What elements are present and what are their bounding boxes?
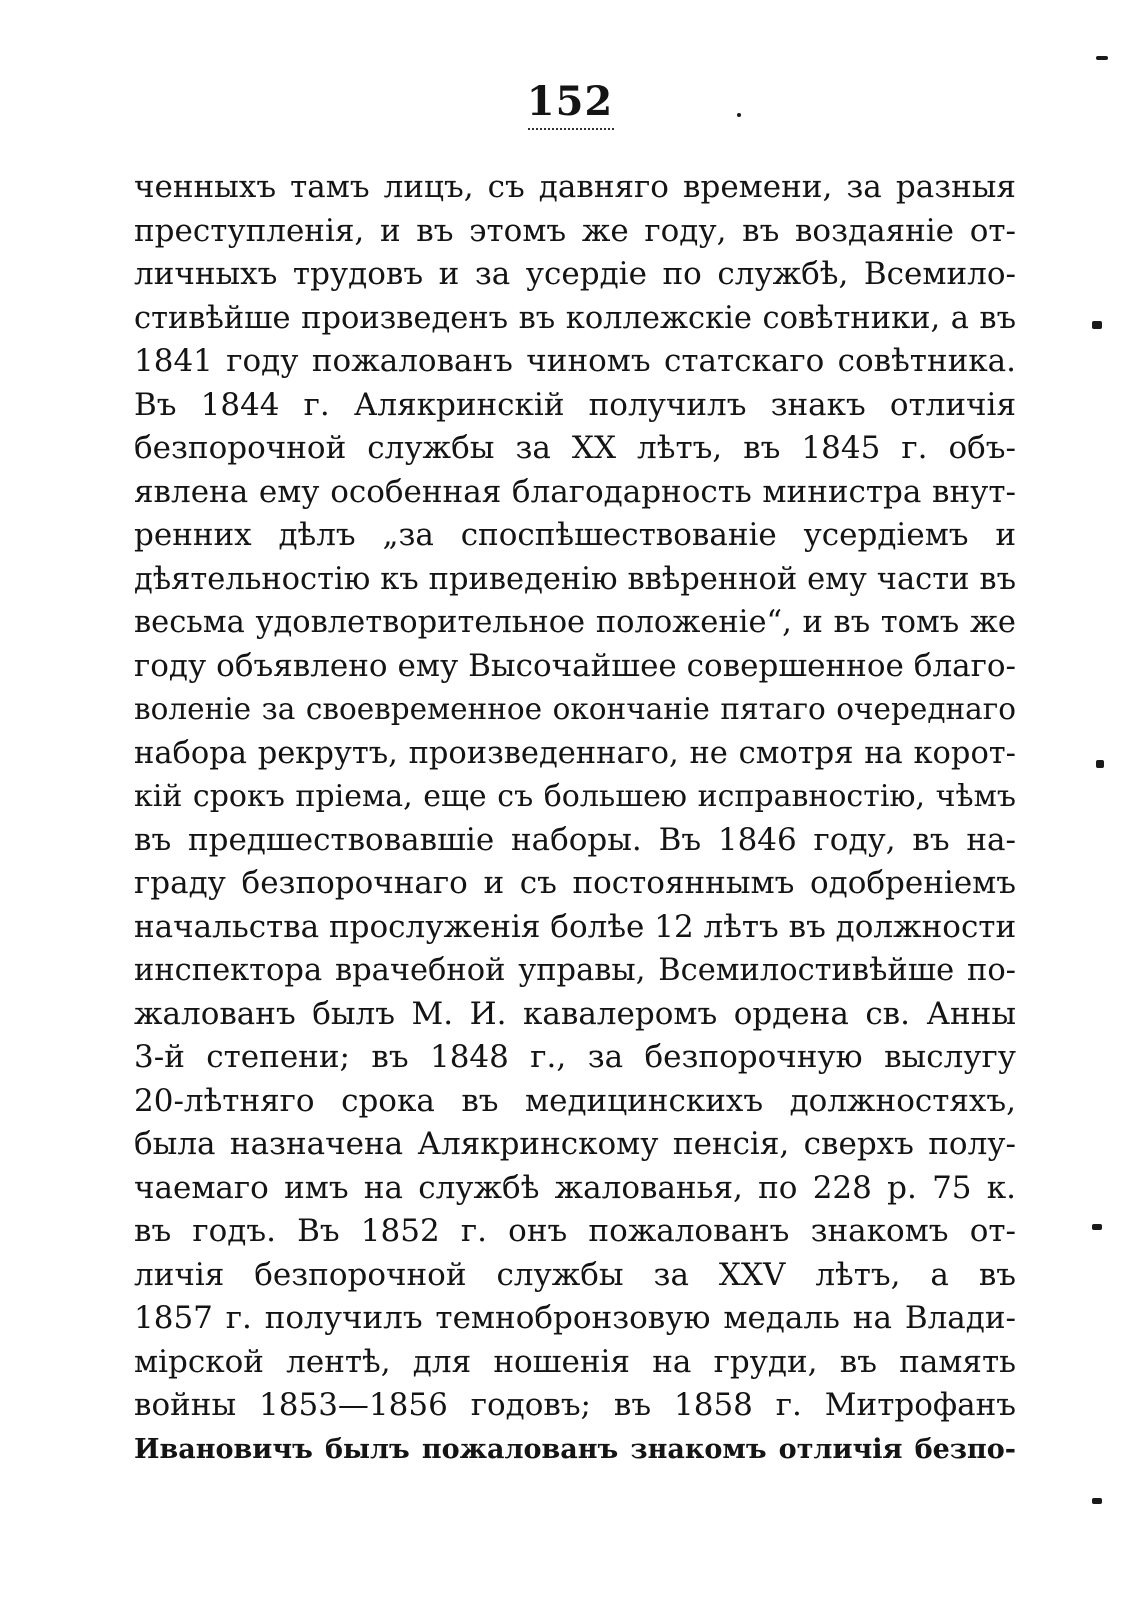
margin-speck [737, 113, 741, 117]
text-line: граду безпорочнаго и съ постояннымъ одобреніемъ [134, 865, 1016, 901]
text-line: Въ 1844 г. Алякринскій получилъ знакъ отличія [134, 386, 1016, 423]
text-line: въ годъ. Въ 1852 г. онъ пожалованъ знакомъ от- [134, 1213, 1016, 1249]
page-number: 152 [526, 78, 614, 125]
text-line: явлена ему особенная благодарность министра внут- [134, 473, 1016, 510]
text-line: мірской лентѣ, для ношенія на груди, въ память [134, 1343, 1016, 1380]
text-line: воленіе за своевременное окончаніе пятаго очереднаго [134, 692, 1016, 726]
text-line: кій срокъ пріема, еще съ большею исправностію, чѣмъ [134, 779, 1016, 814]
text-line: преступленія, и въ этомъ же году, въ воздаяніе от- [134, 212, 1016, 249]
text-line: Ивановичъ былъ пожалованъ знакомъ отличія безпо- [134, 1433, 1016, 1465]
text-line: дѣятельностію къ приведенію ввѣренной ему части въ [134, 561, 1016, 597]
text-line: 20-лѣтняго срока въ медицинскихъ должностяхъ, [134, 1082, 1016, 1119]
text-line: личія безпорочной службы за XXV лѣтъ, а въ [134, 1256, 1016, 1293]
text-line: ренних дѣлъ „за споспѣшествованіе усердіемъ и [134, 517, 1016, 553]
margin-speck [1092, 1224, 1102, 1230]
margin-speck [1096, 56, 1108, 60]
text-line: 1841 году пожалованъ чиномъ статскаго совѣтника. [134, 343, 1016, 379]
text-line: безпорочной службы за XX лѣтъ, въ 1845 г. объ- [134, 430, 1016, 466]
margin-speck [1092, 321, 1102, 329]
text-line: начальства прослуженія болѣе 12 лѣтъ въ должности [134, 908, 1017, 945]
text-line: 1857 г. получилъ темнобронзовую медаль на Влади- [134, 1300, 1016, 1336]
text-line: инспектора врачебной управы, Всемилостивѣйше по- [134, 953, 1016, 988]
text-line: жалованъ былъ М. И. кавалеромъ ордена св. Анны [134, 995, 1016, 1032]
text-line: году объявлено ему Высочайшее совершенное благо- [134, 647, 1016, 684]
text-line: личныхъ трудовъ и за усердіе по службѣ, Всемило- [134, 256, 1016, 292]
page-number-rule [528, 128, 614, 130]
text-line: въ предшествовавшіе наборы. Въ 1846 году, въ на- [134, 821, 1016, 858]
text-line: стивѣйше произведенъ въ коллежскіе совѣтники, а въ [134, 300, 1016, 336]
text-line: чаемаго имъ на службѣ жалованья, по 228 р. 75 к. [134, 1169, 1016, 1206]
text-line: набора рекрутъ, произведеннаго, не смотря на корот- [134, 735, 1016, 771]
margin-speck [1092, 1498, 1102, 1504]
text-line: была назначена Алякринскому пенсія, сверхъ полу- [134, 1126, 1016, 1162]
text-line: ченныхъ тамъ лицъ, съ давняго времени, за разныя [134, 169, 1016, 205]
margin-speck [1096, 760, 1104, 768]
text-line: 3-й степени; въ 1848 г., за безпорочную выслугу [134, 1039, 1016, 1075]
body-text [134, 166, 1016, 1471]
text-line: весьма удовлетворительное положеніе“, и въ томъ же [134, 605, 1016, 640]
text-line: войны 1853—1856 годовъ; въ 1858 г. Митрофанъ [134, 1387, 1016, 1423]
